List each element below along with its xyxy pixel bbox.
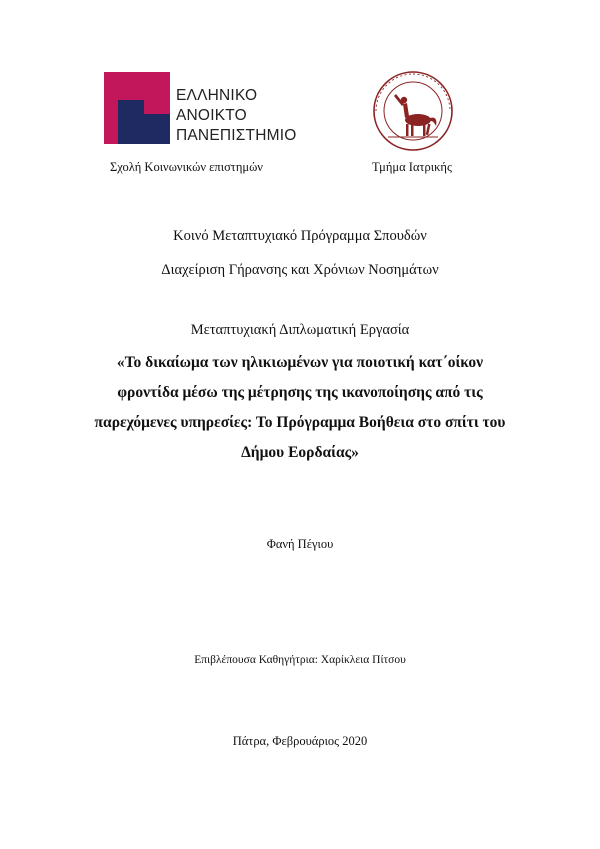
eap-logo-mark-icon bbox=[104, 72, 170, 144]
program-line-1: Κοινό Μεταπτυχιακό Πρόγραμμα Σπουδών bbox=[173, 228, 427, 244]
thesis-type: Μεταπτυχιακή Διπλωματική Εργασία bbox=[190, 322, 410, 338]
title-line-2: φροντίδα μέσω της μέτρησης της ικανοποίησης από τις bbox=[117, 384, 483, 401]
eap-logo bbox=[104, 72, 304, 144]
title-line-1: «Το δικαίωμα των ηλικιωμένων για ποιοτική κατ΄οίκον bbox=[116, 354, 484, 371]
program-line-2: Διαχείριση Γήρανσης και Χρόνιων Νοσημάτων bbox=[161, 262, 439, 278]
thesis-title bbox=[0, 348, 600, 468]
department-label: Τμήμα Ιατρικής bbox=[372, 160, 452, 174]
upatras-seal bbox=[372, 70, 454, 152]
eap-logo-line-1: ΕΛΛΗΝΙΚΟ bbox=[176, 87, 258, 104]
title-line-3: παρεχόμενες υπηρεσίες: Το Πρόγραμμα Βοήθεια στο σπίτι του bbox=[94, 414, 506, 431]
supervisor-line: Επιβλέπουσα Καθηγήτρια: Χαρίκλεια Πίτσου bbox=[194, 654, 406, 666]
eap-logo-line-3: ΠΑΝΕΠΙΣΤΗΜΙΟ bbox=[176, 127, 297, 144]
centaur-seal-icon bbox=[372, 70, 454, 152]
title-line-4: Δήμου Εορδαίας» bbox=[241, 444, 359, 461]
place-date: Πάτρα, Φεβρουάριος 2020 bbox=[232, 734, 368, 748]
author-name: Φανή Πέγιου bbox=[266, 537, 334, 551]
school-label: Σχολή Κοινωνικών επιστημών bbox=[110, 160, 263, 174]
eap-logo-line-2: ΑΝΟΙΚΤΟ bbox=[176, 107, 247, 124]
